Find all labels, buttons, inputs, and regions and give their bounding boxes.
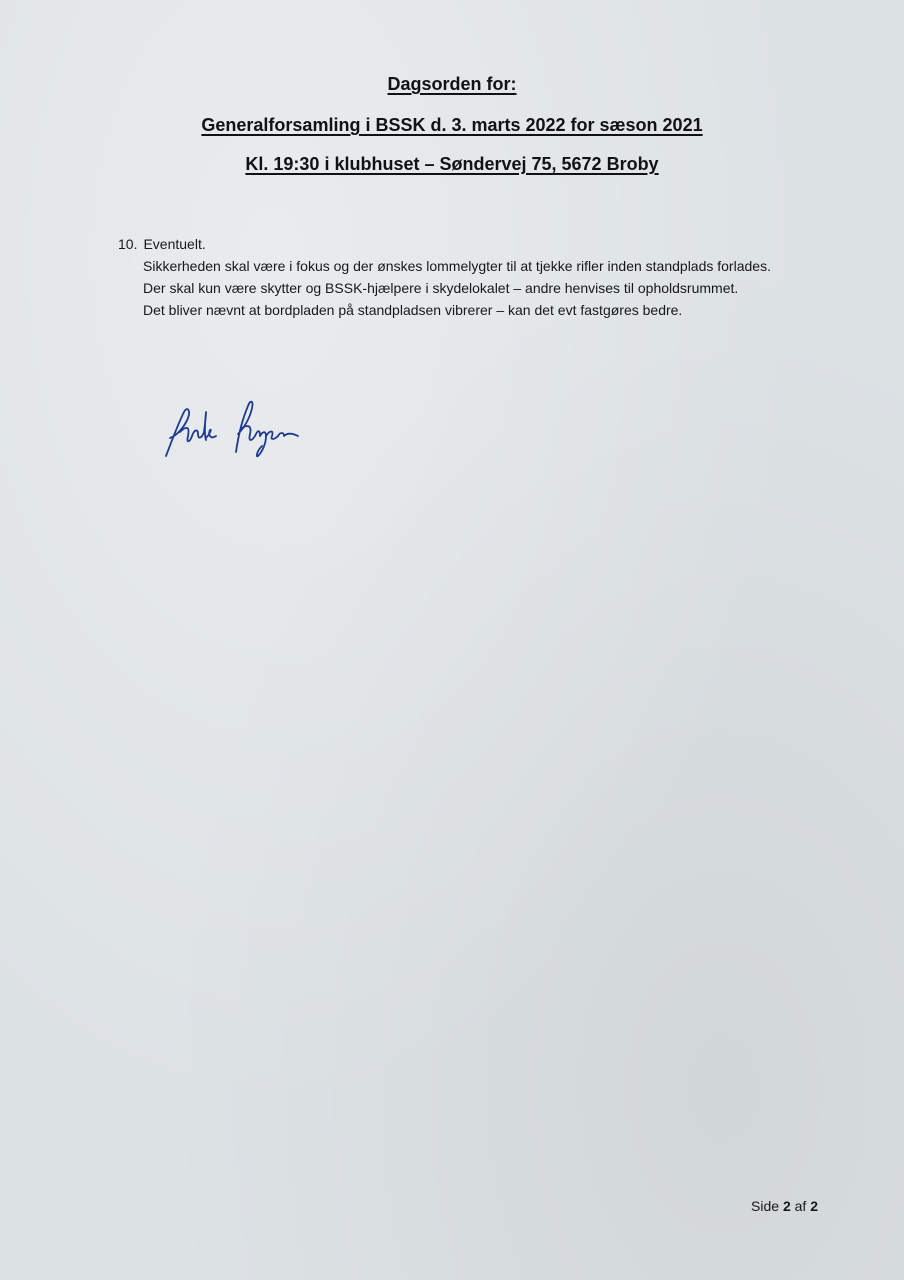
- handwritten-signature: [158, 390, 308, 465]
- agenda-item-header: [118, 233, 808, 255]
- page-number-prefix: Side: [751, 1198, 780, 1214]
- agenda-line: Der skal kun være skytter og BSSK-hjælpere i skydelokalet – andre henvises til opholdsrummet.: [143, 280, 739, 296]
- page-number-total: 2: [810, 1198, 818, 1214]
- page-number-current: 2: [782, 1198, 791, 1214]
- document-title: Dagsorden for:: [387, 74, 517, 94]
- location-heading: Kl. 19:30 i klubhuset – Søndervej 75, 5672 Broby: [245, 154, 659, 174]
- agenda-line: Det bliver nævnt at bordpladen på standpladsen vibrerer – kan det evt fastgøres bedre.: [143, 302, 683, 318]
- page-number: [751, 1198, 818, 1214]
- agenda-item-title: Eventuelt.: [143, 236, 206, 252]
- agenda-item-body: [143, 255, 808, 321]
- meeting-heading: Generalforsamling i BSSK d. 3. marts 2022 for sæson 2021: [201, 115, 703, 135]
- agenda-line: Sikkerheden skal være i fokus og der ønskes lommelygter til at tjekke rifler inden standplads forlades.: [143, 258, 771, 274]
- page-number-separator: af: [794, 1198, 807, 1214]
- agenda-item-number: 10.: [118, 236, 138, 252]
- agenda-item: [118, 233, 808, 321]
